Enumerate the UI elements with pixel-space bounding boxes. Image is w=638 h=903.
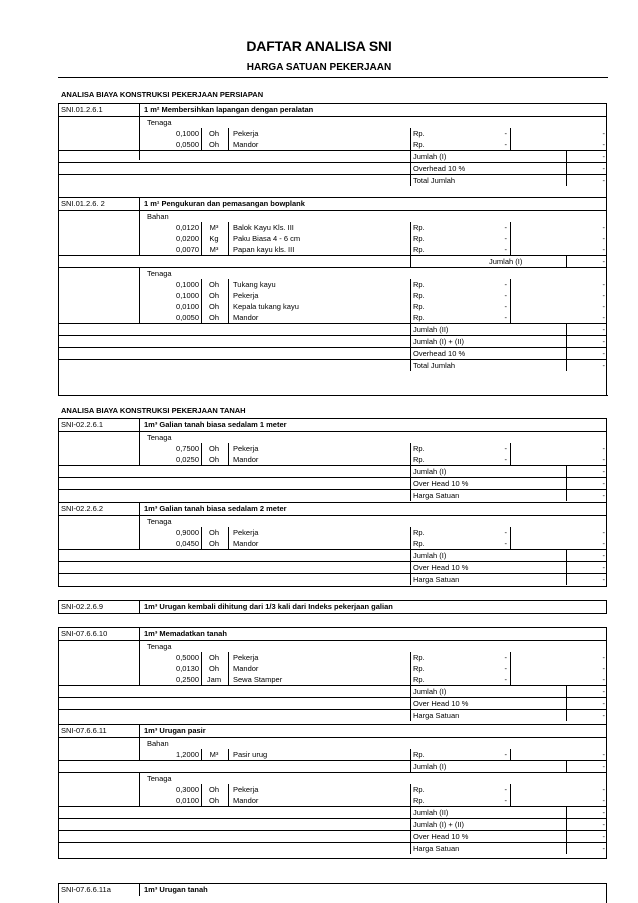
currency: Rp. <box>413 245 425 254</box>
subtotal-value: - <box>602 152 605 161</box>
unit-price-label: Harga Satuan <box>413 575 460 584</box>
coefficient: 0,5000 <box>176 653 199 662</box>
currency: Rp. <box>413 140 425 149</box>
unit: Oh <box>208 140 219 149</box>
unit-price-label: Harga Satuan <box>413 844 460 853</box>
unit: Oh <box>208 664 219 673</box>
section-heading: ANALISA BIAYA KONSTRUKSI PEKERJAAN PERSIAPAN <box>61 90 264 99</box>
unit: Oh <box>208 653 219 662</box>
coefficient: 0,0100 <box>176 302 199 311</box>
amount: - <box>602 664 605 673</box>
category-label: Tenaga <box>147 433 172 442</box>
coefficient: 0,1000 <box>176 291 199 300</box>
unit-price: - <box>504 455 507 464</box>
currency: Rp. <box>413 280 425 289</box>
amount: - <box>602 223 605 232</box>
unit-price: - <box>504 664 507 673</box>
overhead-value: - <box>602 832 605 841</box>
subtotal-value: - <box>602 325 605 334</box>
page-title: DAFTAR ANALISA SNI <box>246 38 392 54</box>
category-label: Tenaga <box>147 774 172 783</box>
unit: Oh <box>208 796 219 805</box>
item-title: 1 m² Membersihkan lapangan dengan peralatan <box>144 105 314 114</box>
unit-price-value: - <box>602 711 605 720</box>
amount: - <box>602 234 605 243</box>
total-label: Total Jumlah <box>413 176 456 185</box>
item-code: SNI-07.6.6.10 <box>61 629 108 638</box>
unit: M³ <box>209 223 219 232</box>
currency: Rp. <box>413 291 425 300</box>
overhead-value: - <box>602 563 605 572</box>
resource-name: Papan kayu kls. III <box>233 245 295 254</box>
subtotal-label: Jumlah (I) <box>413 687 447 696</box>
resource-name: Pekerja <box>233 653 259 662</box>
section-heading: ANALISA BIAYA KONSTRUKSI PEKERJAAN TANAH <box>61 406 246 415</box>
subtotal-label: Jumlah (I) <box>413 152 447 161</box>
subtotal-value: - <box>602 808 605 817</box>
unit-price-value: - <box>602 844 605 853</box>
resource-name: Paku Biasa 4 - 6 cm <box>233 234 301 243</box>
item-code: SNI-02.2.6.1 <box>61 420 104 429</box>
currency: Rp. <box>413 234 425 243</box>
amount: - <box>602 129 605 138</box>
overhead-label: Over Head 10 % <box>413 832 469 841</box>
divider <box>58 77 608 78</box>
overhead-label: Over Head 10 % <box>413 563 469 572</box>
resource-name: Pekerja <box>233 785 259 794</box>
divider <box>58 395 608 396</box>
overhead-label: Overhead 10 % <box>413 164 466 173</box>
coefficient: 0,0500 <box>176 140 199 149</box>
resource-name: Pekerja <box>233 444 259 453</box>
coefficient: 0,7500 <box>176 444 199 453</box>
item-title: 1m³ Urugan kembali dihitung dari 1/3 kali dari Indeks pekerjaan galian <box>144 602 393 611</box>
currency: Rp. <box>413 528 425 537</box>
unit: Oh <box>208 455 219 464</box>
item-title: 1m³ Memadatkan tanah <box>144 629 227 638</box>
amount: - <box>602 455 605 464</box>
item-code: SNI-07.6.6.11a <box>61 885 111 894</box>
amount: - <box>602 675 605 684</box>
amount: - <box>602 750 605 759</box>
subtotal-value: - <box>602 467 605 476</box>
currency: Rp. <box>413 785 425 794</box>
coefficient: 0,0070 <box>176 245 199 254</box>
coefficient: 0,1000 <box>176 129 199 138</box>
sum-label: Jumlah (I) + (II) <box>413 820 465 829</box>
item-title: 1m³ Urugan pasir <box>144 726 206 735</box>
amount: - <box>602 302 605 311</box>
amount: - <box>602 140 605 149</box>
item-title: 1m³ Galian tanah biasa sedalam 1 meter <box>144 420 287 429</box>
unit-price: - <box>504 223 507 232</box>
resource-name: Pasir urug <box>233 750 268 759</box>
unit-price: - <box>504 528 507 537</box>
currency: Rp. <box>413 653 425 662</box>
currency: Rp. <box>413 796 425 805</box>
analysis-block <box>58 418 607 502</box>
analysis-block <box>58 600 607 614</box>
item-code: SNI.01.2.6. 2 <box>61 199 105 208</box>
item-title: 1 m¹ Pengukuran dan pemasangan bowplank <box>144 199 305 208</box>
unit-price: - <box>504 245 507 254</box>
unit: Oh <box>208 280 219 289</box>
total-value: - <box>602 361 605 370</box>
resource-name: Mandor <box>233 539 259 548</box>
coefficient: 0,0050 <box>176 313 199 322</box>
amount: - <box>602 796 605 805</box>
resource-name: Kepala tukang kayu <box>233 302 299 311</box>
analysis-block <box>58 883 607 903</box>
currency: Rp. <box>413 444 425 453</box>
item-code: SNI-02.2.6.2 <box>61 504 104 513</box>
resource-name: Balok Kayu Kls. III <box>233 223 294 232</box>
subtotal-label: Jumlah (II) <box>413 808 449 817</box>
analysis-block <box>58 724 607 859</box>
currency: Rp. <box>413 750 425 759</box>
resource-name: Pekerja <box>233 528 259 537</box>
unit-price: - <box>504 280 507 289</box>
coefficient: 0,9000 <box>176 528 199 537</box>
coefficient: 0,1000 <box>176 280 199 289</box>
item-code: SNI-07.6.6.11 <box>61 726 107 735</box>
currency: Rp. <box>413 455 425 464</box>
unit-price-label: Harga Satuan <box>413 711 460 720</box>
analysis-block <box>58 502 607 587</box>
sum-label: Jumlah (I) + (II) <box>413 337 465 346</box>
unit-price: - <box>504 750 507 759</box>
unit-price-label: Harga Satuan <box>413 491 460 500</box>
coefficient: 0,0130 <box>176 664 199 673</box>
unit-price-value: - <box>602 491 605 500</box>
resource-name: Pekerja <box>233 291 259 300</box>
subtotal-label: Jumlah (I) <box>413 762 447 771</box>
item-code: SNI.01.2.6.1 <box>61 105 103 114</box>
currency: Rp. <box>413 223 425 232</box>
resource-name: Sewa Stamper <box>233 675 283 684</box>
currency: Rp. <box>413 129 425 138</box>
subtotal-label: Jumlah (I) <box>413 551 447 560</box>
coefficient: 0,0450 <box>176 539 199 548</box>
unit: Oh <box>208 528 219 537</box>
unit-price: - <box>504 234 507 243</box>
unit: Oh <box>208 539 219 548</box>
subtotal-value: - <box>602 762 605 771</box>
amount: - <box>602 313 605 322</box>
resource-name: Mandor <box>233 664 259 673</box>
unit-price: - <box>504 291 507 300</box>
item-code: SNI-02.2.6.9 <box>61 602 104 611</box>
unit-price: - <box>504 302 507 311</box>
resource-name: Mandor <box>233 140 259 149</box>
analysis-block <box>58 197 607 395</box>
resource-name: Tukang kayu <box>233 280 276 289</box>
overhead-value: - <box>602 349 605 358</box>
resource-name: Mandor <box>233 455 259 464</box>
category-label: Tenaga <box>147 269 172 278</box>
unit-price: - <box>504 313 507 322</box>
sum-value: - <box>602 337 605 346</box>
unit: Oh <box>208 302 219 311</box>
unit-price: - <box>504 653 507 662</box>
category-label: Bahan <box>147 212 169 221</box>
sum-value: - <box>602 820 605 829</box>
unit: Oh <box>208 785 219 794</box>
unit: Oh <box>208 129 219 138</box>
unit-price: - <box>504 129 507 138</box>
unit-price-value: - <box>602 575 605 584</box>
category-label: Tenaga <box>147 642 172 651</box>
overhead-value: - <box>602 479 605 488</box>
amount: - <box>602 539 605 548</box>
overhead-label: Overhead 10 % <box>413 349 466 358</box>
currency: Rp. <box>413 302 425 311</box>
currency: Rp. <box>413 539 425 548</box>
coefficient: 0,2500 <box>176 675 199 684</box>
unit-price: - <box>504 796 507 805</box>
unit: Jam <box>206 675 222 684</box>
page-subtitle: HARGA SATUAN PEKERJAAN <box>246 62 392 73</box>
unit-price: - <box>504 675 507 684</box>
currency: Rp. <box>413 664 425 673</box>
unit-price: - <box>504 785 507 794</box>
analysis-block <box>58 627 607 724</box>
subtotal-value: - <box>602 551 605 560</box>
subtotal-label: Jumlah (I) <box>489 257 523 266</box>
unit: Oh <box>208 444 219 453</box>
amount: - <box>602 528 605 537</box>
subtotal-value: - <box>602 687 605 696</box>
amount: - <box>602 280 605 289</box>
unit: Oh <box>208 313 219 322</box>
amount: - <box>602 785 605 794</box>
total-value: - <box>602 176 605 185</box>
unit: M³ <box>209 750 219 759</box>
overhead-label: Over Head 10 % <box>413 699 469 708</box>
unit: Oh <box>208 291 219 300</box>
category-label: Tenaga <box>147 118 172 127</box>
subtotal-value: - <box>602 257 605 266</box>
unit-price: - <box>504 140 507 149</box>
analysis-block <box>58 103 607 198</box>
resource-name: Mandor <box>233 796 259 805</box>
coefficient: 0,0100 <box>176 796 199 805</box>
unit-price: - <box>504 539 507 548</box>
coefficient: 0,3000 <box>176 785 199 794</box>
item-title: 1m³ Galian tanah biasa sedalam 2 meter <box>144 504 287 513</box>
unit: M³ <box>209 245 219 254</box>
overhead-value: - <box>602 164 605 173</box>
coefficient: 0,0120 <box>176 223 199 232</box>
coefficient: 0,0200 <box>176 234 199 243</box>
amount: - <box>602 653 605 662</box>
amount: - <box>602 444 605 453</box>
subtotal-label: Jumlah (II) <box>413 325 449 334</box>
amount: - <box>602 291 605 300</box>
coefficient: 0,0250 <box>176 455 199 464</box>
subtotal-label: Jumlah (I) <box>413 467 447 476</box>
unit-price: - <box>504 444 507 453</box>
category-label: Bahan <box>147 739 169 748</box>
unit: Kg <box>209 234 219 243</box>
category-label: Tenaga <box>147 517 172 526</box>
currency: Rp. <box>413 675 425 684</box>
currency: Rp. <box>413 313 425 322</box>
amount: - <box>602 245 605 254</box>
overhead-label: Over Head 10 % <box>413 479 469 488</box>
coefficient: 1,2000 <box>176 750 199 759</box>
item-title: 1m³ Urugan tanah <box>144 885 208 894</box>
total-label: Total Jumlah <box>413 361 456 370</box>
resource-name: Pekerja <box>233 129 259 138</box>
overhead-value: - <box>602 699 605 708</box>
resource-name: Mandor <box>233 313 259 322</box>
